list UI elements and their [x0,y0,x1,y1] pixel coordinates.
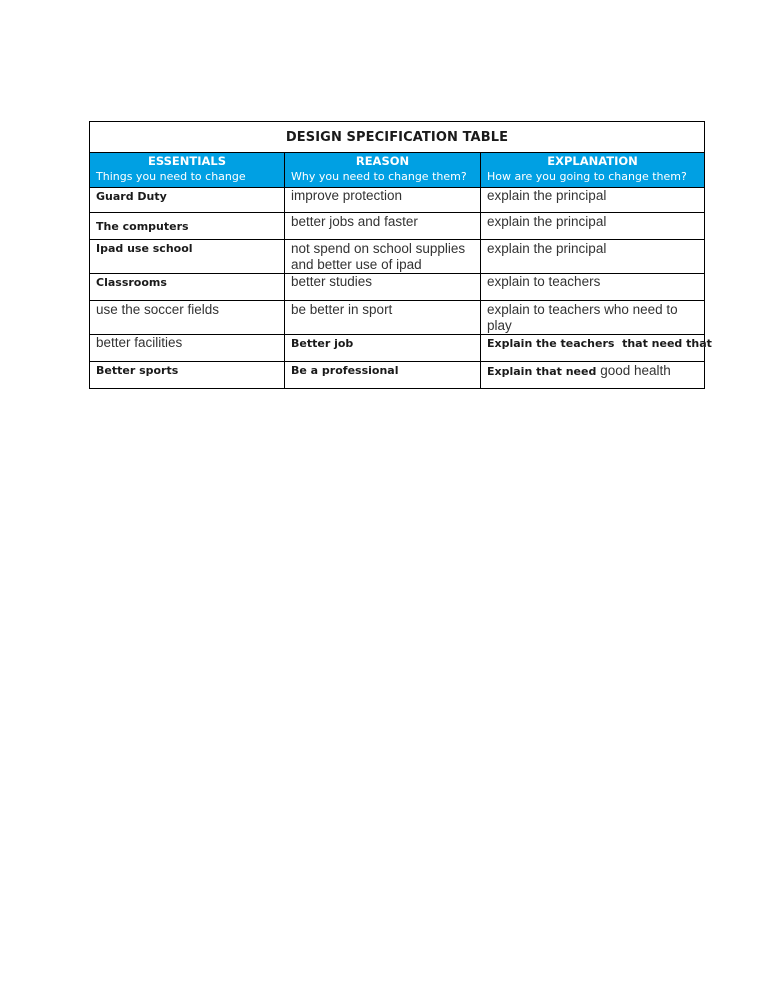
explanation-cell [481,362,705,389]
header-reason-sub: Why you need to change them? [291,170,467,183]
reason-cell [285,362,481,389]
header-reason [285,153,481,188]
explanation-text [487,362,698,380]
explanation-text: Explain the teachers that need that [487,337,712,350]
essential-cell [90,213,285,240]
explanation-plain-part: good health [600,363,671,378]
reason-text: Better job [291,337,354,350]
table-row [90,362,705,389]
table-title: DESIGN SPECIFICATION TABLE [90,122,705,153]
essential-text: Ipad use school [96,242,193,255]
reason-cell [285,240,481,274]
table-row [90,301,705,335]
explanation-text: explain the principal [487,188,607,203]
explanation-cell [481,301,705,335]
explanation-cell [481,188,705,213]
table-row [90,188,705,213]
explanation-text: explain the principal [487,241,607,256]
explanation-cell [481,240,705,274]
essential-text: The computers [96,220,189,233]
table-row [90,335,705,362]
essential-cell [90,362,285,389]
reason-text: better jobs and faster [291,214,418,229]
essential-cell [90,335,285,362]
explanation-text: explain to teachers who need to play [487,302,678,333]
table-row [90,274,705,301]
explanation-cell [481,213,705,240]
header-essentials-sub: Things you need to change [96,170,246,183]
explanation-text: explain to teachers [487,274,601,289]
reason-cell [285,188,481,213]
explanation-cell [481,335,712,362]
header-reason-label: REASON [355,154,410,168]
header-essentials-label: ESSENTIALS [147,154,227,168]
header-explanation-sub: How are you going to change them? [487,170,687,183]
reason-cell [285,213,481,240]
essential-text: Guard Duty [96,190,167,203]
reason-text: be better in sport [291,302,393,317]
header-explanation-label: EXPLANATION [547,154,638,168]
reason-text: Be a professional [291,364,399,377]
essential-cell [90,188,285,213]
essential-cell [90,274,285,301]
header-essentials [90,153,285,188]
table-row [90,240,705,274]
reason-cell [285,274,481,301]
explanation-cell [481,274,705,301]
essential-cell [90,301,285,335]
essential-text: better facilities [96,335,183,350]
design-specification-table [89,121,712,389]
essential-text: Classrooms [96,276,167,289]
essential-text: use the soccer fields [96,302,220,317]
header-explanation [481,153,705,188]
essential-cell [90,240,285,274]
reason-cell [285,335,481,362]
reason-text: improve protection [291,188,403,203]
table-row [90,213,705,240]
header-row [90,153,705,188]
reason-cell [285,301,481,335]
reason-text: better studies [291,274,373,289]
essential-text: Better sports [96,364,179,377]
explanation-text: explain the principal [487,214,607,229]
explanation-bold-part: Explain that need [487,365,597,378]
reason-text: not spend on school supplies and better use of ipad [291,241,466,272]
